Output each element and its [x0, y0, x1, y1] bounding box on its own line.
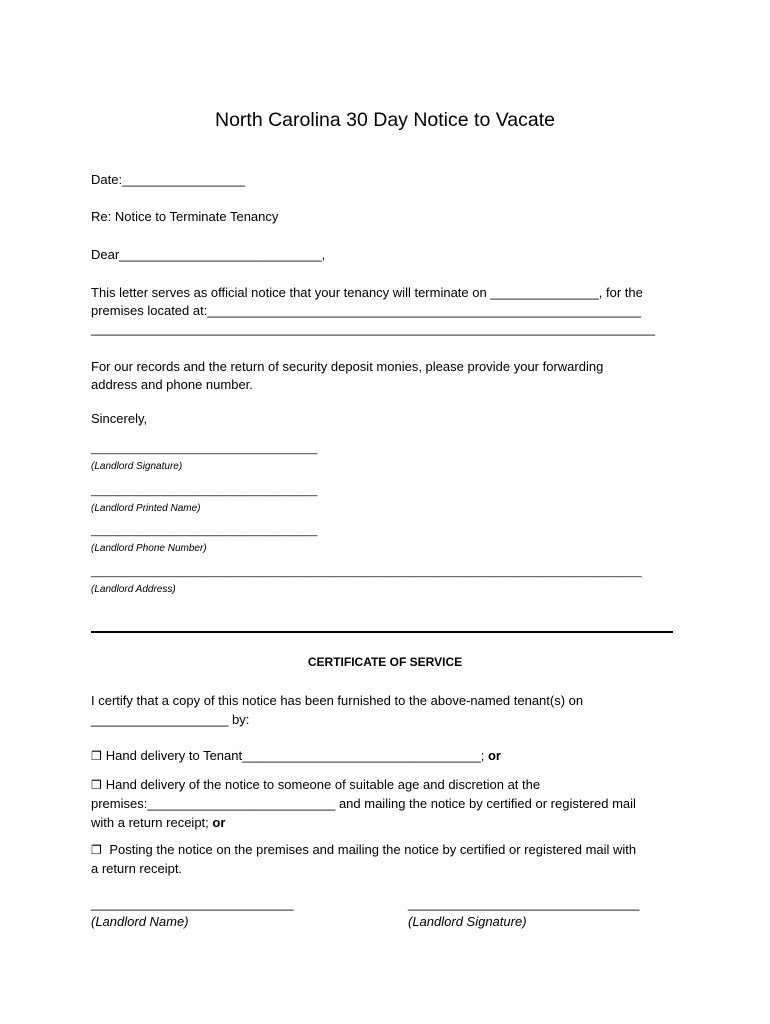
certificate-heading: CERTIFICATE OF SERVICE [307, 655, 463, 669]
phone-line: _____________________________________ [91, 525, 318, 537]
checkbox-icon[interactable]: ❒ [91, 778, 102, 792]
forwarding-paragraph-line-1: For our records and the return of security deposit monies, please provide your forwarding [91, 359, 604, 374]
landlord-signature-label: (Landlord Signature) [91, 461, 183, 472]
landlord-signature-line: ________________________________ [408, 896, 640, 911]
checkbox-icon[interactable]: ❒ [91, 843, 102, 857]
address-line: __________________________________________________________________________________________ [91, 566, 642, 578]
certificate-landlord-signature-label: (Landlord Signature) [408, 914, 527, 929]
landlord-name-label: (Landlord Name) [91, 914, 189, 929]
option-1-text: Hand delivery to Tenant_________________________________; [105, 748, 488, 763]
option-2-line-3: with a return receipt; [91, 815, 213, 830]
document-title: North Carolina 30 Day Notice to Vacate [215, 109, 555, 131]
option-posting [91, 842, 636, 857]
option-2-line-1: Hand delivery of the notice to someone of suitable age and discretion at the [105, 777, 541, 792]
option-3-line-1: Posting the notice on the premises and mailing the notice by certified or registered mail with [105, 842, 637, 857]
landlord-phone-label: (Landlord Phone Number) [91, 543, 207, 554]
option-hand-delivery-tenant [91, 748, 501, 763]
option-1-or: or [487, 748, 501, 763]
option-2-line-2: premises:__________________________ and mailing the notice by certified or registered mail [91, 796, 636, 811]
dear-line: Dear____________________________, [91, 247, 326, 262]
landlord-name-line: ____________________________ [91, 896, 294, 911]
option-2-or: or [212, 815, 226, 830]
option-3-line-2: a return receipt. [91, 861, 183, 876]
checkbox-icon[interactable]: ❒ [91, 749, 102, 763]
certificate-intro-line-1: I certify that a copy of this notice has been furnished to the above-named tenant(s) on [91, 693, 584, 708]
notice-paragraph-line-3: ______________________________________________________________________________ [91, 321, 655, 336]
notice-paragraph-line-2: premises located at:____________________________________________________________ [91, 303, 642, 318]
sincerely: Sincerely, [91, 411, 148, 426]
notice-paragraph-line-1: This letter serves as official notice that your tenancy will terminate on _______________, for the [91, 285, 643, 300]
section-divider [91, 631, 673, 633]
re-line: Re: Notice to Terminate Tenancy [91, 209, 279, 224]
printed-name-line: _____________________________________ [91, 485, 318, 497]
landlord-printed-name-label: (Landlord Printed Name) [91, 503, 201, 514]
date-line: Date:_________________ [91, 172, 245, 187]
option-hand-delivery-suitable-age [91, 777, 540, 792]
forwarding-paragraph-line-2: address and phone number. [91, 377, 253, 392]
option-2-line-3-wrap [91, 815, 225, 830]
signature-line: _____________________________________ [91, 443, 318, 455]
certificate-intro-line-2: ___________________ by: [91, 712, 250, 727]
landlord-address-label: (Landlord Address) [91, 584, 176, 595]
